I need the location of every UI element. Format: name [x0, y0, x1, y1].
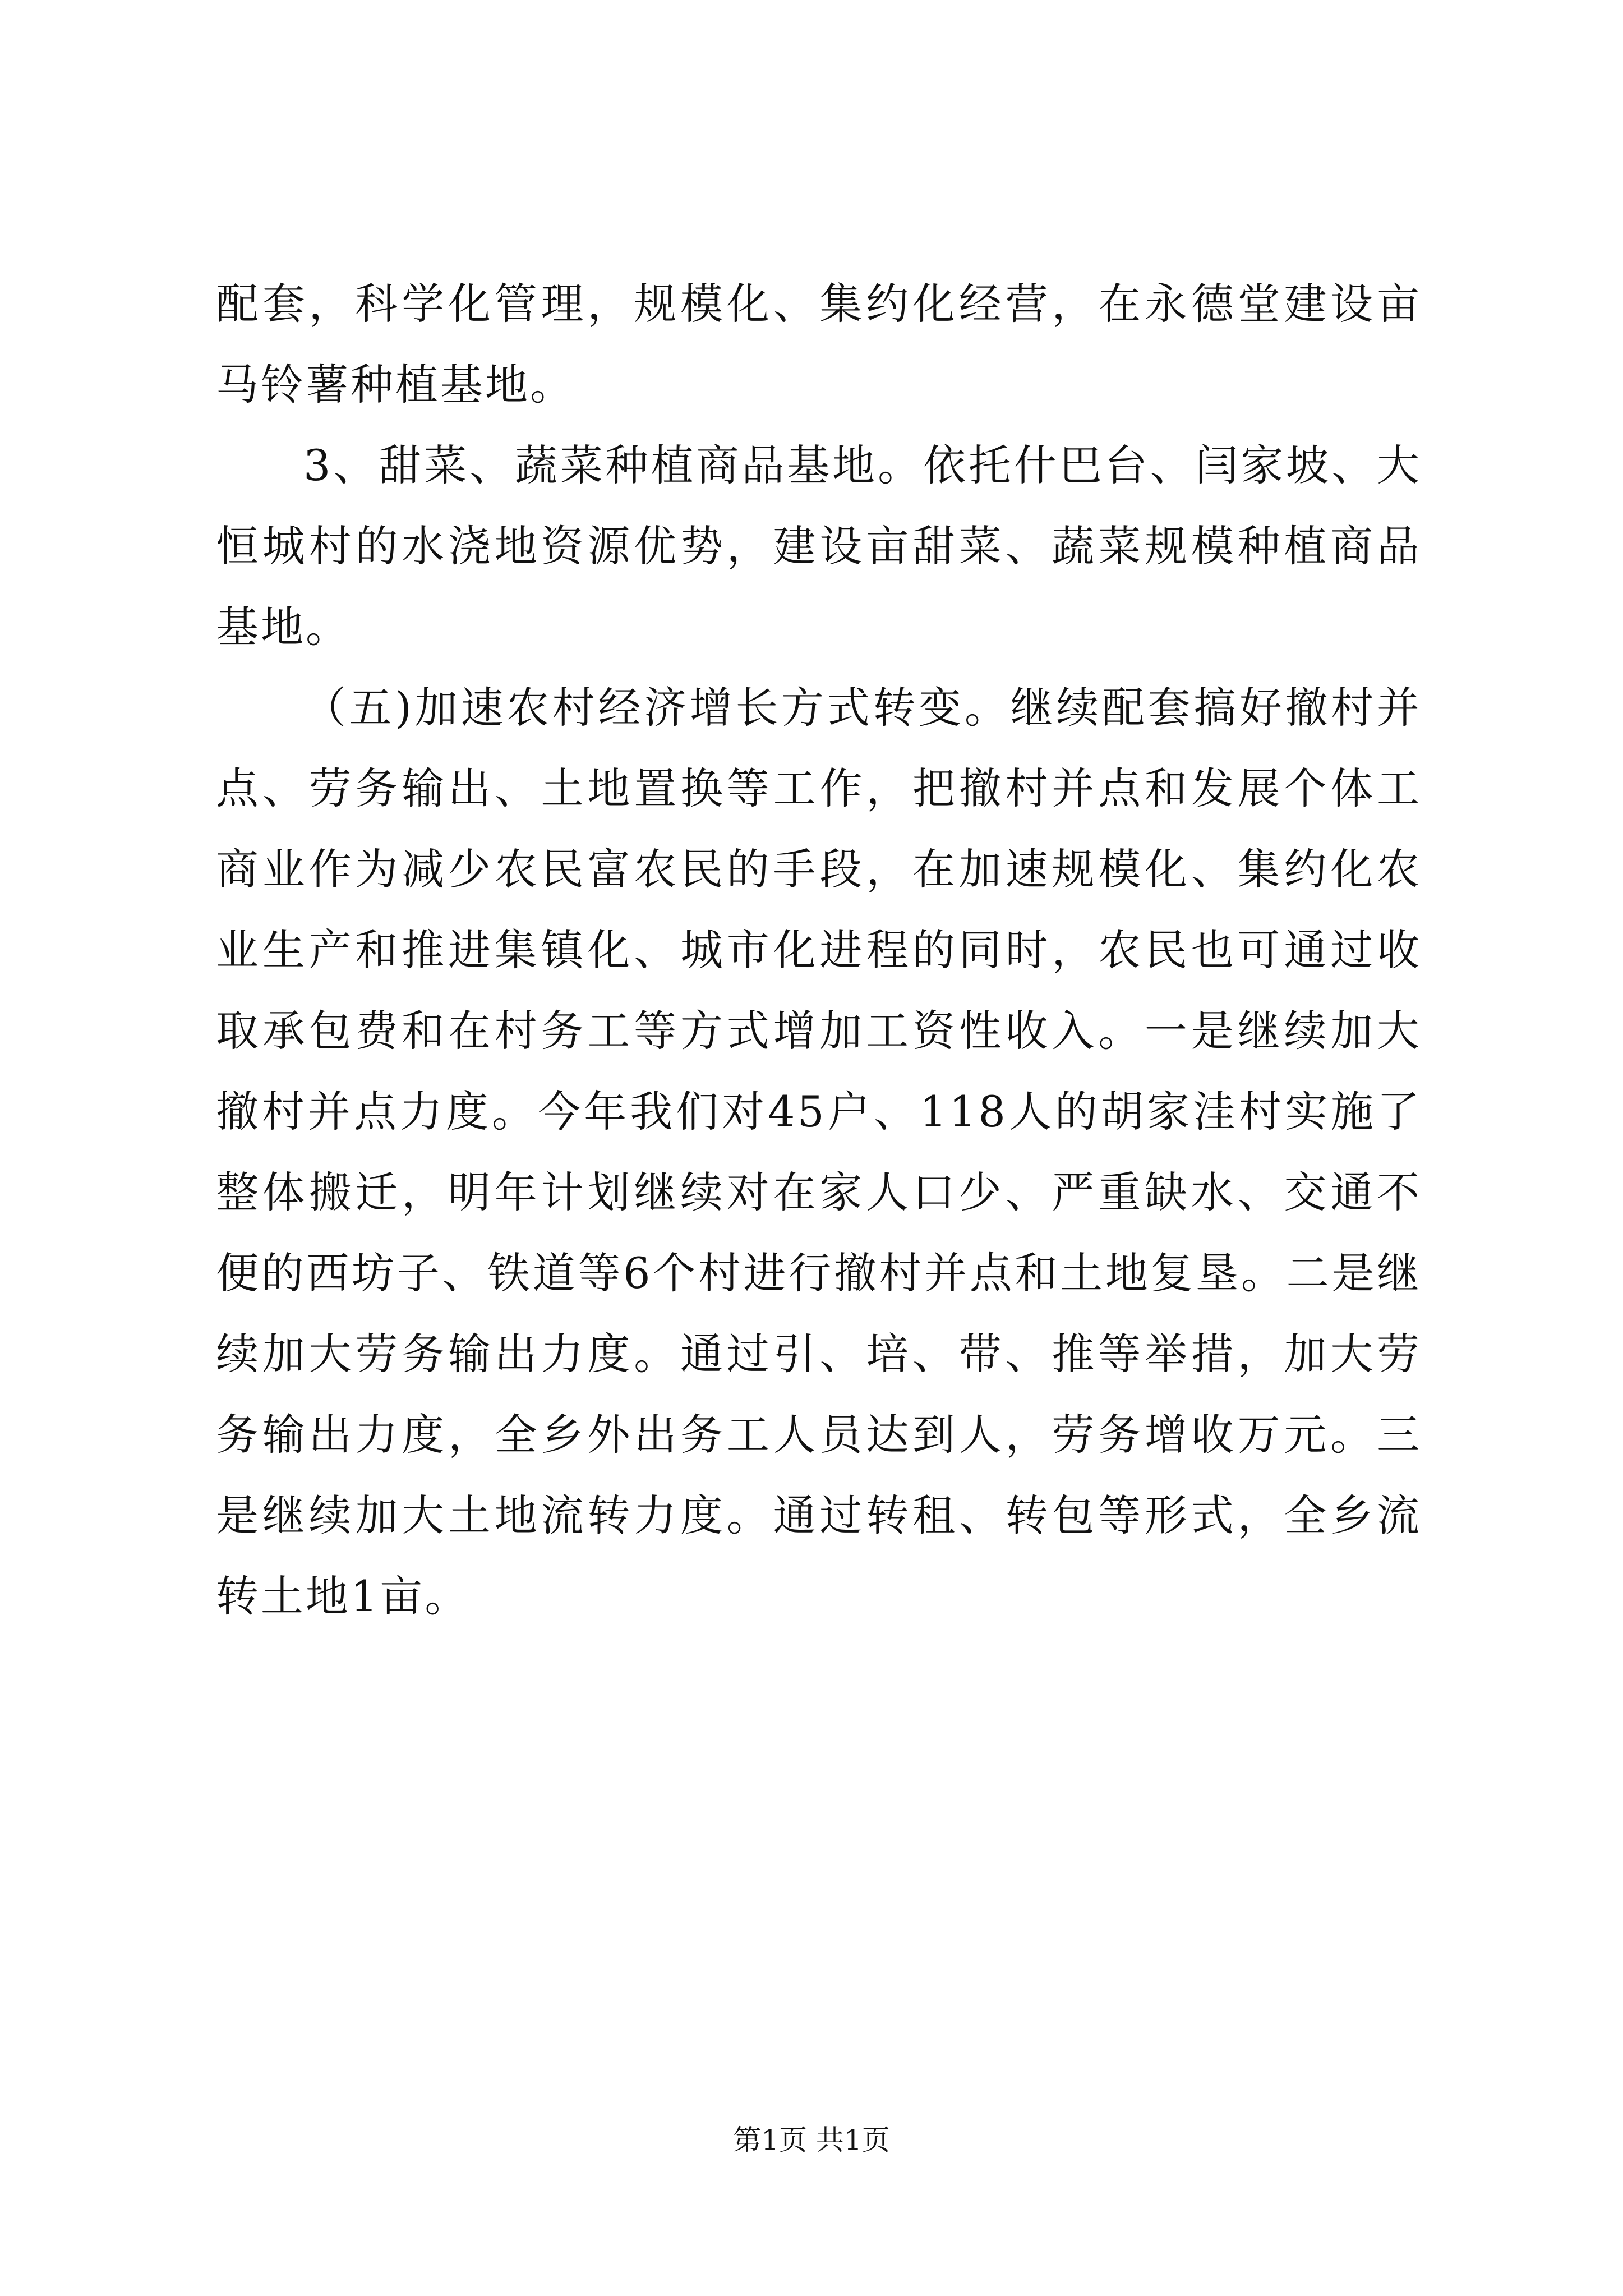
paragraph-economic-growth-transformation: （五)加速农村经济增长方式转变。继续配套搞好撤村并点、劳务输出、土地置换等工作，把撤村并点和发展个体工商业作为减少农民富农民的手段，在加速规模化、集约化农业生产和推进集镇化、城市化进程的同时，农民也可通过收取承包费和在村务工等方式增加工资性收入。一是继续加大撤村并点力度。今年我们对45户、118人的胡家洼村实施了整体搬迁，明年计划继续对在家人口少、严重缺水、交通不便的西坊子、铁道等6个村进行撤村并点和土地复垦。二是继续加大劳务输出力度。通过引、培、带、推等举措，加大劳务输出力度，全乡外出务工人员达到人，劳务增收万元。三是继续加大土地流转力度。通过转租、转包等形式，全乡流转土地1亩。 — [216, 683, 1422, 1621]
document-body — [216, 264, 1422, 1637]
page-footer: 第1页 共1页 — [733, 2124, 890, 2156]
paragraph-sugar-beet-vegetable-base: 3、甜菜、蔬菜种植商品基地。依托什巴台、闫家坡、大恒城村的水浇地资源优势，建设亩甜菜、蔬菜规模种植商品基地。 — [216, 440, 1422, 652]
paragraph-continuation: 配套，科学化管理，规模化、集约化经营，在永德堂建设亩马铃薯种植基地。 — [216, 279, 1422, 409]
